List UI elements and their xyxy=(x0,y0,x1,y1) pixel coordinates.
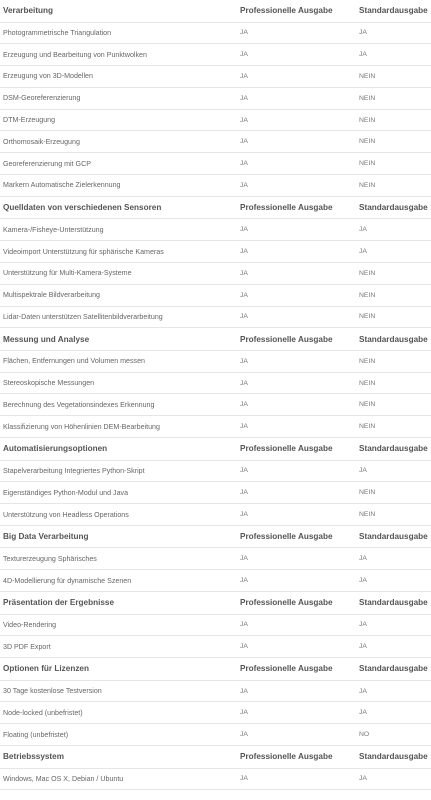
professional-value: JA xyxy=(240,138,248,146)
table-row xyxy=(0,724,431,746)
professional-value: JA xyxy=(240,401,248,409)
feature-label: 30 Tage kostenlose Testversion xyxy=(3,687,102,696)
standard-value: NEIN xyxy=(359,423,376,431)
column-header-standard: Standardausgabe xyxy=(359,664,428,674)
table-row xyxy=(0,241,431,263)
table-row xyxy=(0,504,431,526)
table-row xyxy=(0,307,431,329)
standard-value: JA xyxy=(359,775,367,783)
feature-label: Orthomosaik-Erzeugung xyxy=(3,137,80,146)
column-header-standard: Standardausgabe xyxy=(359,752,428,762)
professional-value: JA xyxy=(240,51,248,59)
table-row xyxy=(0,373,431,395)
feature-label: Unterstützung von Headless Operations xyxy=(3,510,129,519)
professional-value: JA xyxy=(240,94,248,102)
feature-label: Texturerzeugung Sphärisches xyxy=(3,554,97,563)
professional-value: JA xyxy=(240,489,248,497)
feature-label: Flächen, Entfernungen und Volumen messen xyxy=(3,357,145,366)
column-header-professional: Professionelle Ausgabe xyxy=(240,203,333,213)
feature-label: Multispektrale Bildverarbeitung xyxy=(3,291,100,300)
table-row xyxy=(0,110,431,132)
feature-label: Eigenständiges Python-Modul und Java xyxy=(3,488,129,497)
section-title: Messung und Analyse xyxy=(3,334,90,344)
standard-value: NO xyxy=(359,731,370,739)
professional-value: JA xyxy=(240,226,248,234)
section-header xyxy=(0,438,431,461)
professional-value: JA xyxy=(240,643,248,651)
table-row xyxy=(0,681,431,703)
professional-value: JA xyxy=(240,248,248,256)
feature-label: 4D-Modellierung für dynamische Szenen xyxy=(3,576,132,585)
standard-value: NEIN xyxy=(359,72,376,80)
column-header-professional: Professionelle Ausgabe xyxy=(240,752,333,762)
standard-value: JA xyxy=(359,687,367,695)
standard-value: JA xyxy=(359,555,367,563)
feature-label: Videoimport Unterstützung für sphärische Kameras xyxy=(3,247,164,256)
section-title: Optionen für Lizenzen xyxy=(3,664,89,674)
standard-value: NEIN xyxy=(359,291,376,299)
feature-label: 3D PDF Export xyxy=(3,642,51,651)
table-row xyxy=(0,769,431,791)
standard-value: JA xyxy=(359,643,367,651)
table-row xyxy=(0,394,431,416)
feature-label: Lidar-Daten unterstützen Satellitenbildverarbeitung xyxy=(3,312,163,321)
feature-label: Unterstützung für Multi-Kamera-Systeme xyxy=(3,269,132,278)
professional-value: JA xyxy=(240,357,248,365)
column-header-professional: Professionelle Ausgabe xyxy=(240,334,333,344)
professional-value: JA xyxy=(240,29,248,37)
standard-value: NEIN xyxy=(359,401,376,409)
feature-label: DTM-Erzeugung xyxy=(3,116,56,125)
table-row xyxy=(0,351,431,373)
section-title: Präsentation der Ergebnisse xyxy=(3,598,115,608)
feature-label: Georeferenzierung mit GCP xyxy=(3,159,91,168)
section-title: Big Data Verarbeitung xyxy=(3,532,89,542)
column-header-professional: Professionelle Ausgabe xyxy=(240,598,333,608)
table-row xyxy=(0,88,431,110)
standard-value: JA xyxy=(359,709,367,717)
table-row xyxy=(0,482,431,504)
section-title: Automatisierungsoptionen xyxy=(3,444,108,454)
standard-value: JA xyxy=(359,621,367,629)
standard-value: NEIN xyxy=(359,116,376,124)
table-row xyxy=(0,153,431,175)
table-row xyxy=(0,131,431,153)
feature-label: Video-Rendering xyxy=(3,620,57,629)
table-row xyxy=(0,461,431,483)
standard-value: NEIN xyxy=(359,94,376,102)
professional-value: JA xyxy=(240,511,248,519)
table-row xyxy=(0,615,431,637)
professional-value: JA xyxy=(240,313,248,321)
column-header-standard: Standardausgabe xyxy=(359,6,428,16)
professional-value: JA xyxy=(240,423,248,431)
professional-value: JA xyxy=(240,731,248,739)
section-header xyxy=(0,592,431,615)
professional-value: JA xyxy=(240,555,248,563)
table-row xyxy=(0,285,431,307)
feature-label: Markern Automatische Zielerkennung xyxy=(3,181,121,190)
professional-value: JA xyxy=(240,379,248,387)
feature-label: Erzeugung und Bearbeitung von Punktwolken xyxy=(3,50,147,59)
standard-value: NEIN xyxy=(359,379,376,387)
feature-label: Kamera-/Fisheye-Unterstützung xyxy=(3,225,104,234)
feature-label: Klassifizierung von Höhenlinien DEM-Bearbeitung xyxy=(3,422,160,431)
standard-value: JA xyxy=(359,577,367,585)
professional-value: JA xyxy=(240,687,248,695)
feature-label: Floating (unbefristet) xyxy=(3,730,69,739)
standard-value: NEIN xyxy=(359,489,376,497)
table-row xyxy=(0,263,431,285)
table-row xyxy=(0,23,431,45)
professional-value: JA xyxy=(240,621,248,629)
standard-value: JA xyxy=(359,226,367,234)
standard-value: JA xyxy=(359,51,367,59)
table-row xyxy=(0,44,431,66)
feature-label: Stapelverarbeitung Integriertes Python-Skript xyxy=(3,466,145,475)
professional-value: JA xyxy=(240,291,248,299)
column-header-professional: Professionelle Ausgabe xyxy=(240,6,333,16)
professional-value: JA xyxy=(240,116,248,124)
standard-value: NEIN xyxy=(359,181,376,189)
column-header-standard: Standardausgabe xyxy=(359,598,428,608)
table-row xyxy=(0,219,431,241)
standard-value: JA xyxy=(359,467,367,475)
standard-value: JA xyxy=(359,248,367,256)
table-row xyxy=(0,66,431,88)
professional-value: JA xyxy=(240,181,248,189)
feature-label: Node-locked (unbefristet) xyxy=(3,708,83,717)
section-header xyxy=(0,0,431,23)
section-header xyxy=(0,746,431,769)
professional-value: JA xyxy=(240,775,248,783)
table-row xyxy=(0,636,431,658)
section-title: Quelldaten von verschiedenen Sensoren xyxy=(3,203,162,213)
section-header xyxy=(0,328,431,351)
column-header-professional: Professionelle Ausgabe xyxy=(240,532,333,542)
standard-value: NEIN xyxy=(359,511,376,519)
feature-label: Erzeugung von 3D-Modellen xyxy=(3,72,93,81)
feature-label: Berechnung des Vegetationsindexes Erkennung xyxy=(3,400,155,409)
standard-value: JA xyxy=(359,29,367,37)
standard-value: NEIN xyxy=(359,269,376,277)
section-header xyxy=(0,526,431,549)
column-header-professional: Professionelle Ausgabe xyxy=(240,444,333,454)
professional-value: JA xyxy=(240,160,248,168)
section-title: Betriebssystem xyxy=(3,752,64,762)
professional-value: JA xyxy=(240,467,248,475)
standard-value: NEIN xyxy=(359,313,376,321)
standard-value: NEIN xyxy=(359,357,376,365)
section-header xyxy=(0,658,431,681)
table-row xyxy=(0,416,431,438)
professional-value: JA xyxy=(240,709,248,717)
column-header-standard: Standardausgabe xyxy=(359,203,428,213)
table-row xyxy=(0,702,431,724)
table-row xyxy=(0,175,431,197)
professional-value: JA xyxy=(240,72,248,80)
column-header-professional: Professionelle Ausgabe xyxy=(240,664,333,674)
professional-value: JA xyxy=(240,577,248,585)
column-header-standard: Standardausgabe xyxy=(359,334,428,344)
professional-value: JA xyxy=(240,269,248,277)
feature-label: Windows, Mac OS X, Debian / Ubuntu xyxy=(3,774,124,783)
table-row xyxy=(0,570,431,592)
section-title: Verarbeitung xyxy=(3,6,54,16)
column-header-standard: Standardausgabe xyxy=(359,444,428,454)
section-header xyxy=(0,197,431,220)
standard-value: NEIN xyxy=(359,160,376,168)
standard-value: NEIN xyxy=(359,138,376,146)
feature-label: DSM-Georeferenzierung xyxy=(3,94,81,103)
feature-label: Stereoskopische Messungen xyxy=(3,379,95,388)
column-header-standard: Standardausgabe xyxy=(359,532,428,542)
feature-label: Photogrammetrische Triangulation xyxy=(3,28,112,37)
table-row xyxy=(0,548,431,570)
